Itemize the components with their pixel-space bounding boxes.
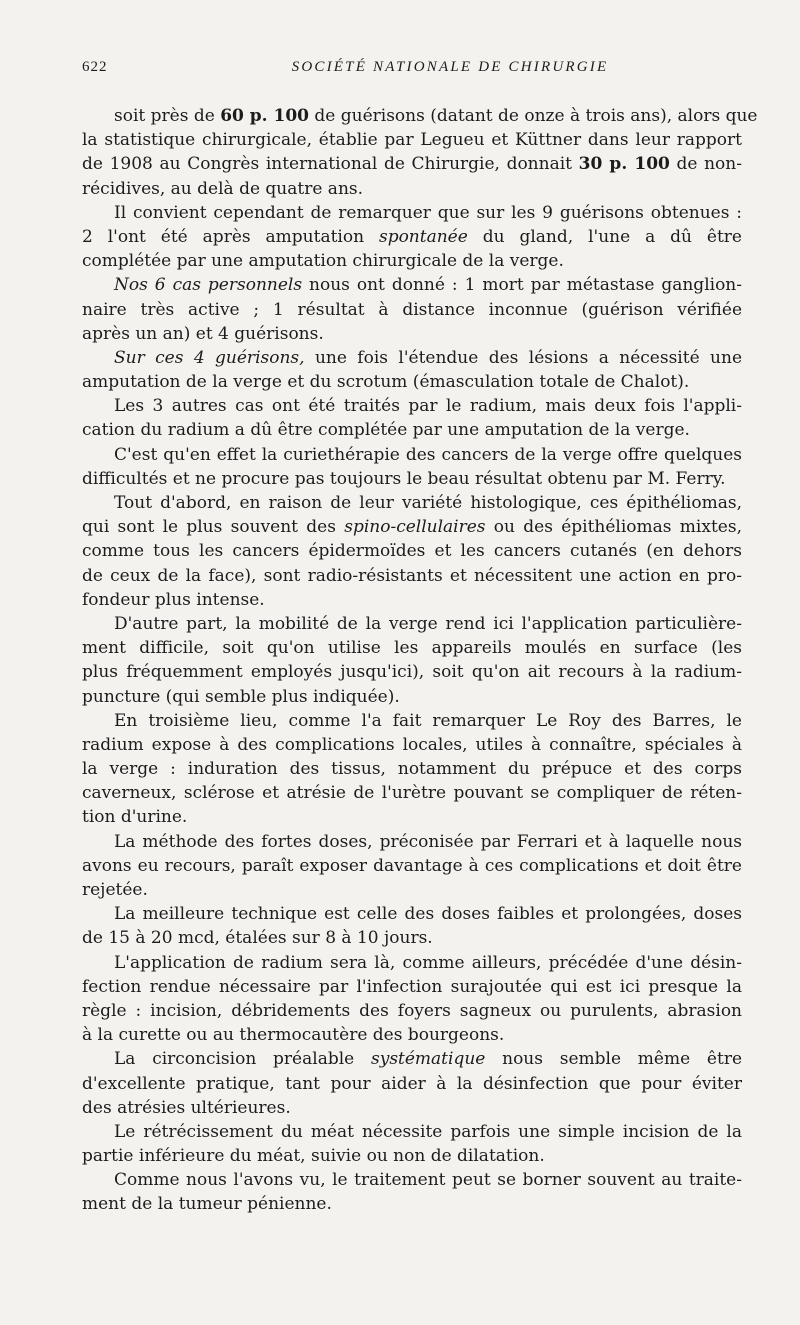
paragraph xyxy=(82,1047,742,1120)
text-line xyxy=(82,685,742,709)
body-text xyxy=(82,104,758,1217)
text-line xyxy=(82,636,742,660)
text-line xyxy=(82,1072,742,1096)
text-segment: En troisième lieu, comme l'a fait remarquer Le Roy des Barres, le xyxy=(114,710,742,731)
italic-text: Sur ces 4 guérisons, xyxy=(114,347,305,368)
text-segment: Tout d'abord, en raison de leur variété histologique, ces épithéliomas, xyxy=(114,493,742,513)
text-line xyxy=(82,491,742,515)
italic-text: spontanée xyxy=(378,226,468,247)
text-line xyxy=(82,152,742,176)
paragraph xyxy=(82,394,742,442)
text-line xyxy=(82,926,742,950)
text-line xyxy=(82,805,742,829)
paragraph xyxy=(82,902,742,950)
text-segment: partie inférieure du méat, suivie ou non de dilatation. xyxy=(82,1146,545,1167)
text-segment: récidives, au delà de quatre ans. xyxy=(82,178,364,199)
text-line xyxy=(82,588,742,612)
text-line xyxy=(82,830,742,854)
text-line xyxy=(82,757,742,781)
text-line xyxy=(82,1144,742,1168)
text-line xyxy=(82,418,742,442)
text-segment: une fois l'étendue des lésions a nécessité une xyxy=(304,347,742,368)
text-segment: ment de la tumeur pénienne. xyxy=(82,1194,332,1215)
text-segment: de 15 à 20 mcd, étalées sur 8 à 10 jours. xyxy=(82,928,433,949)
text-segment: La méthode des fortes doses, préconisée par Ferrari et à laquelle nous xyxy=(114,831,742,852)
text-line xyxy=(82,298,742,322)
text-segment: C'est qu'en effet la curiethérapie des cancers de la verge offre quelques xyxy=(114,444,742,465)
text-segment: comme tous les cancers épidermoïdes et les cancers cutanés (en dehors xyxy=(82,541,742,562)
text-line xyxy=(82,999,742,1023)
italic-text: spino-cellulaires xyxy=(344,517,486,538)
text-segment: des atrésies ultérieures. xyxy=(82,1097,291,1118)
text-segment: à la curette ou au thermocautère des bourgeons. xyxy=(82,1025,505,1046)
text-segment: soit près de xyxy=(114,106,221,126)
text-line xyxy=(82,781,742,805)
text-segment: Il convient cependant de remarquer que sur les 9 guérisons obtenues : xyxy=(114,202,742,223)
text-line xyxy=(82,660,742,684)
text-segment: complétée par une amputation chirurgicale de la verge. xyxy=(82,251,564,272)
text-segment: difficultés et ne procure pas toujours le beau résultat obtenu par M. Ferry. xyxy=(82,468,726,489)
italic-text: systématique xyxy=(370,1049,486,1070)
text-segment: fection rendue nécessaire par l'infection surajoutée qui est ici presque la xyxy=(82,976,742,997)
text-segment: 2 l'ont été après amputation xyxy=(82,226,379,247)
paragraph xyxy=(82,1168,742,1216)
text-segment: puncture (qui semble plus indiquée). xyxy=(82,686,400,707)
paragraph xyxy=(82,491,742,612)
text-segment: ment difficile, soit qu'on utilise les appareils moulés en surface (les xyxy=(82,638,742,659)
text-segment: de 1908 au Congrès international de Chirurgie, donnait xyxy=(82,154,579,175)
text-segment: caverneux, sclérose et atrésie de l'urètre pouvant se compliquer de réten- xyxy=(82,783,742,804)
text-line xyxy=(82,1192,742,1216)
text-segment: plus fréquemment employés jusqu'ici), soit qu'on ait recours à la radium- xyxy=(82,662,742,683)
text-segment: du gland, l'une a dû être xyxy=(467,226,742,247)
text-segment: naire très active ; 1 résultat à distance inconnue (guérison vérifiée xyxy=(82,299,742,320)
text-segment: la verge : induration des tissus, notamment du prépuce et des corps xyxy=(82,759,742,780)
text-line xyxy=(82,128,742,152)
text-line xyxy=(82,902,742,926)
paragraph xyxy=(82,201,742,274)
bold-text: 60 p. 100 xyxy=(220,106,309,126)
paragraph xyxy=(82,1120,742,1168)
text-segment: La circoncision préalable xyxy=(114,1049,371,1070)
text-line xyxy=(82,1023,742,1047)
text-segment: Le rétrécissement du méat nécessite parfois une simple incision de la xyxy=(114,1121,742,1142)
paragraph xyxy=(82,104,758,201)
text-segment: fondeur plus intense. xyxy=(82,589,265,610)
text-segment: nous ont donné : 1 mort par métastase ganglion- xyxy=(302,275,742,296)
text-segment: Les 3 autres cas ont été traités par le radium, mais deux fois l'appli- xyxy=(114,396,742,417)
text-segment: règle : incision, débridements des foyers sagneux ou purulents, abrasion xyxy=(82,1000,742,1021)
text-segment: de non- xyxy=(669,154,742,175)
text-line xyxy=(82,854,742,878)
text-line xyxy=(82,878,742,902)
text-segment: radium expose à des complications locales, utiles à connaître, spéciales à xyxy=(82,734,742,755)
running-head: SOCIÉTÉ NATIONALE DE CHIRURGIE xyxy=(291,59,609,75)
text-line xyxy=(82,975,742,999)
paragraph xyxy=(82,830,742,903)
text-segment: amputation de la verge et du scrotum (émasculation totale de Chalot). xyxy=(82,372,690,393)
paragraph xyxy=(82,443,742,491)
text-segment: tion d'urine. xyxy=(82,807,188,828)
text-line xyxy=(82,443,742,467)
text-segment: cation du radium a dû être complétée par une amputation de la verge. xyxy=(82,420,690,441)
text-segment: L'application de radium sera là, comme ailleurs, précédée d'une désin- xyxy=(114,952,742,973)
text-line xyxy=(82,346,742,370)
text-line xyxy=(82,394,742,418)
text-line xyxy=(82,1168,742,1192)
text-line xyxy=(82,273,742,297)
text-segment: de ceux de la face), sont radio-résistants et nécessitent une action en pro- xyxy=(82,565,742,586)
text-line xyxy=(82,1047,742,1071)
text-line xyxy=(82,370,742,394)
text-segment: La meilleure technique est celle des doses faibles et prolongées, doses xyxy=(114,904,742,925)
text-segment: après un an) et 4 guérisons. xyxy=(82,323,324,344)
text-line xyxy=(82,1096,742,1120)
text-line xyxy=(82,515,742,539)
text-line xyxy=(82,951,742,975)
text-line xyxy=(82,1120,742,1144)
text-segment: d'excellente pratique, tant pour aider à la désinfection que pour éviter xyxy=(82,1073,742,1094)
text-line xyxy=(82,733,742,757)
paragraph xyxy=(82,951,742,1048)
page-number: 622 xyxy=(82,59,108,75)
text-segment: ou des épithéliomas mixtes, xyxy=(485,517,742,538)
text-line xyxy=(82,104,758,128)
text-segment: rejetée. xyxy=(82,880,148,900)
text-segment: avons eu recours, paraît exposer davantage à ces complications et doit être xyxy=(82,855,742,876)
text-segment: Comme nous l'avons vu, le traitement peut se borner souvent au traite- xyxy=(114,1170,742,1191)
text-line xyxy=(82,709,742,733)
text-segment: la statistique chirurgicale, établie par Legueu et Küttner dans leur rapport xyxy=(82,130,742,151)
paragraph xyxy=(82,612,742,709)
text-line xyxy=(82,467,742,491)
text-line xyxy=(82,564,742,588)
paragraph xyxy=(82,346,742,394)
text-line xyxy=(82,201,742,225)
bold-text: 30 p. 100 xyxy=(578,154,670,175)
text-line xyxy=(82,612,742,636)
italic-text: Nos 6 cas personnels xyxy=(114,275,303,296)
text-line xyxy=(82,177,742,201)
text-segment: D'autre part, la mobilité de la verge rend ici l'application particulière- xyxy=(114,613,742,634)
text-line xyxy=(82,249,742,273)
text-line xyxy=(82,539,742,563)
page-header xyxy=(82,59,742,83)
paragraph xyxy=(82,273,742,346)
paragraph xyxy=(82,709,742,830)
text-segment: qui sont le plus souvent des xyxy=(82,517,345,538)
text-segment: nous semble même être xyxy=(485,1049,743,1070)
text-line xyxy=(82,322,742,346)
text-line xyxy=(82,225,742,249)
text-segment: de guérisons (datant de onze à trois ans), alors que xyxy=(308,106,758,126)
